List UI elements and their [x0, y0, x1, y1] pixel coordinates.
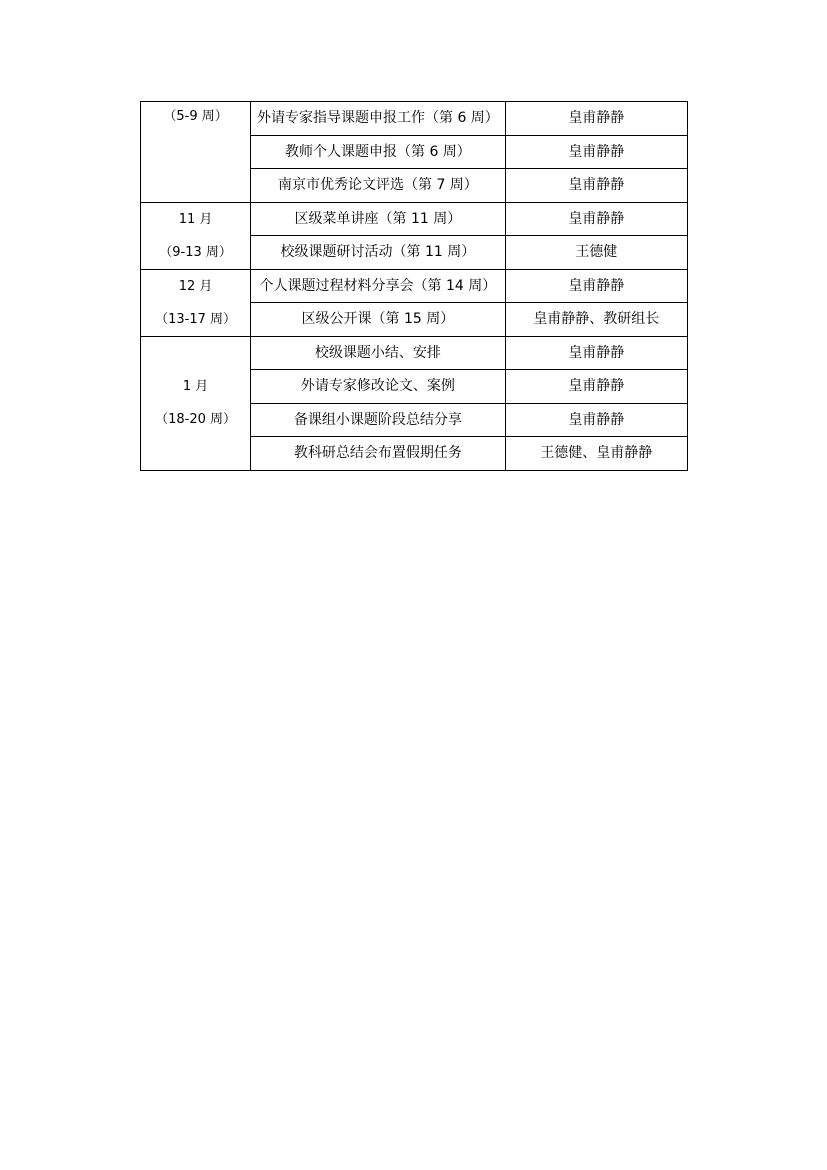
month-label: 1 月: [182, 379, 209, 394]
weeks-label: （9-13 周）: [159, 244, 232, 260]
owner-cell: 王德健: [505, 236, 687, 270]
month-label: 11 月: [178, 211, 213, 227]
owner-cell: 皇甫静静: [505, 403, 687, 437]
task-cell: 区级菜单讲座（第 11 周）: [251, 202, 505, 236]
table-row: [141, 202, 688, 236]
month-cell: [141, 269, 251, 336]
owner-cell: 皇甫静静: [505, 370, 687, 404]
schedule-body: [141, 102, 688, 471]
table-row: [141, 269, 688, 303]
task-cell: 区级公开课（第 15 周）: [251, 303, 505, 337]
month-label: 12 月: [178, 278, 213, 294]
owner-cell: 皇甫静静: [505, 102, 687, 136]
table-row: [141, 102, 688, 136]
task-cell: 备课组小课题阶段总结分享: [251, 403, 505, 437]
task-cell: 教科研总结会布置假期任务: [251, 437, 505, 471]
weeks-label: （5-9 周）: [163, 109, 228, 124]
task-cell: 外请专家修改论文、案例: [251, 370, 505, 404]
owner-cell: 王德健、皇甫静静: [505, 437, 687, 471]
owner-cell: 皇甫静静: [505, 336, 687, 370]
owner-cell: 皇甫静静: [505, 269, 687, 303]
schedule-table: [140, 101, 688, 471]
task-cell: 外请专家指导课题申报工作（第 6 周）: [251, 102, 505, 136]
owner-cell: 皇甫静静: [505, 202, 687, 236]
weeks-label: （18-20 周）: [155, 412, 237, 427]
task-cell: 南京市优秀论文评选（第 7 周）: [251, 169, 505, 203]
task-cell: 校级课题研讨活动（第 11 周）: [251, 236, 505, 270]
table-row: [141, 336, 688, 370]
task-cell: 个人课题过程材料分享会（第 14 周）: [251, 269, 505, 303]
month-cell: [141, 102, 251, 203]
weeks-label: （13-17 周）: [155, 311, 237, 327]
month-cell: [141, 336, 251, 470]
month-cell: [141, 202, 251, 269]
owner-cell: 皇甫静静、教研组长: [505, 303, 687, 337]
owner-cell: 皇甫静静: [505, 169, 687, 203]
task-cell: 教师个人课题申报（第 6 周）: [251, 135, 505, 169]
owner-cell: 皇甫静静: [505, 135, 687, 169]
task-cell: 校级课题小结、安排: [251, 336, 505, 370]
